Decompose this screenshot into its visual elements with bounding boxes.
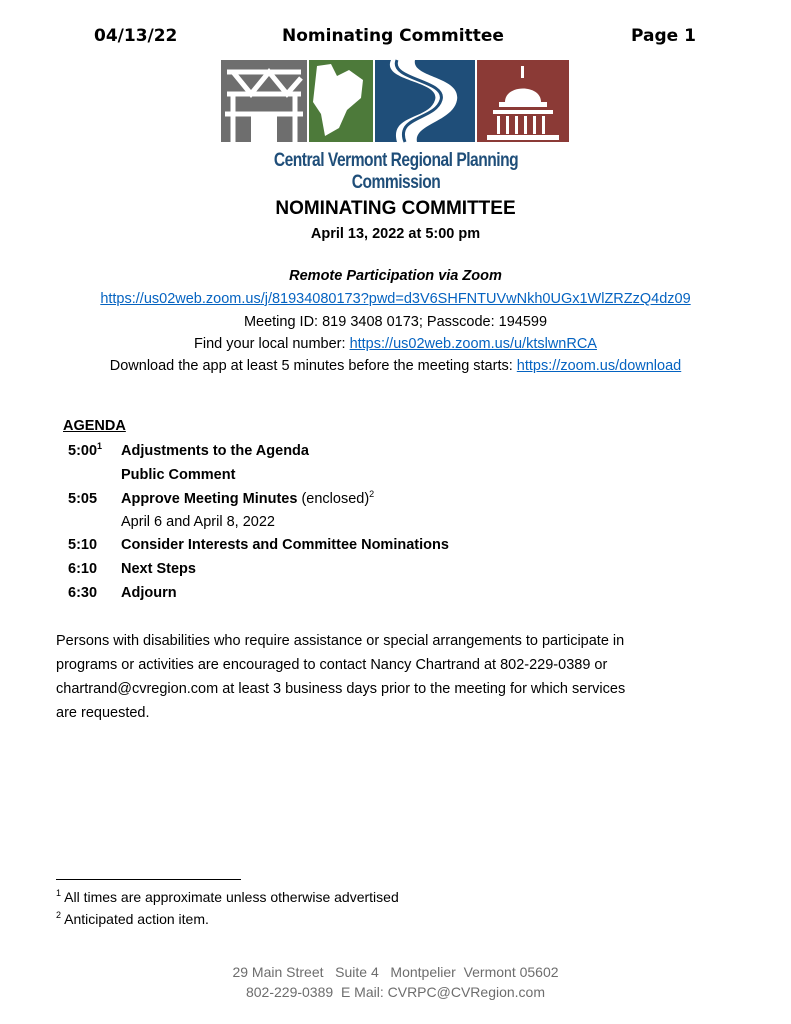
footnote-divider (56, 879, 241, 880)
footer-address: 29 Main Street Suite 4 Montpelier Vermont 05602 (232, 964, 559, 980)
agenda-time: 5:05 (68, 491, 98, 507)
local-number-link[interactable]: https://us02web.zoom.us/u/ktslwnRCA (349, 336, 597, 352)
agenda-title: Adjustments to the Agenda (121, 443, 309, 459)
agenda-time: 5:10 (68, 537, 98, 553)
header-page: Page 1 (631, 26, 696, 46)
agenda-item (60, 491, 760, 513)
download-link[interactable]: https://zoom.us/download (516, 358, 682, 374)
meeting-title: NOMINATING COMMITTEE (275, 198, 516, 219)
local-number-line (0, 336, 791, 352)
agenda-item (60, 467, 760, 489)
agenda-heading: AGENDA (63, 418, 126, 434)
meeting-id-line: Meeting ID: 819 3408 0173; Passcode: 194599 (243, 314, 548, 330)
logo-text: Central Vermont Regional Planning Commission (273, 150, 519, 193)
agenda-item (60, 537, 760, 559)
agenda-time: 6:10 (68, 561, 98, 577)
download-line (0, 358, 791, 374)
agenda-title: Next Steps (121, 561, 196, 577)
remote-heading: Remote Participation via Zoom (289, 268, 502, 284)
footnote-1: $^1$ All times are approximate unless otherwise advertised (56, 888, 399, 905)
agenda-item (60, 561, 760, 583)
zoom-link[interactable]: https://us02web.zoom.us/j/81934080173?pwd=d3V6SHFNTUVwNkh0UGx1WlZRZzQ4dz09 (100, 291, 691, 307)
footnote-2: $^2$ Anticipated action item. (56, 910, 209, 927)
agenda-time: $5:00^1$ (68, 441, 103, 459)
agenda-title: Approve Meeting Minutes (enclosed)$^2$ (121, 489, 375, 507)
meeting-date: April 13, 2022 at 5:00 pm (310, 226, 481, 242)
local-number-label: Find your local number: (194, 336, 346, 352)
cvrpc-logo (221, 58, 571, 193)
agenda-title: Consider Interests and Committee Nominations (121, 537, 449, 553)
agenda-time: 6:30 (68, 585, 98, 601)
agenda-detail: April 6 and April 8, 2022 (121, 514, 275, 530)
accessibility-notice: Persons with disabilities who require assistance or special arrangements to participate in programs or activities are encouraged to contact Nancy Chartrand at 802-229-0389 or chartrand@cvregion.com at least 3 business days prior to the meeting for which services are requested. (56, 633, 626, 721)
agenda-title: Public Comment (121, 467, 236, 483)
page-footer (0, 962, 791, 1002)
agenda-item (60, 585, 760, 607)
header-title: Nominating Committee (282, 26, 504, 46)
footer-contact: 802-229-0389 E Mail: CVRPC@CVRegion.com (245, 984, 545, 1000)
header-date: 04/13/22 (94, 26, 178, 46)
agenda-item (60, 443, 760, 465)
agenda-title: Adjourn (121, 585, 177, 601)
download-label: Download the app at least 5 minutes before the meeting starts: (109, 358, 513, 374)
